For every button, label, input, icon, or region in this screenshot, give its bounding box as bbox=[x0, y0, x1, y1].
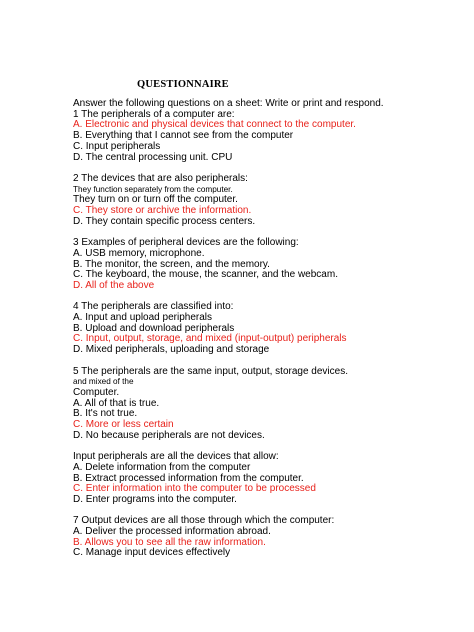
question-text: Input peripherals are all the devices that allow: bbox=[73, 451, 279, 463]
answer-option-b: They turn on or turn off the computer. bbox=[73, 194, 238, 206]
answer-option-c: C. They store or archive the information. bbox=[73, 205, 252, 217]
question-subtext: Computer. bbox=[73, 386, 120, 398]
answer-option-a: A. Deliver the processed information abroad. bbox=[73, 526, 271, 538]
intro-text: Answer the following questions on a sheet: Write or print and respond. bbox=[73, 98, 384, 109]
answer-option-d: D. The central processing unit. CPU bbox=[73, 151, 233, 163]
answer-option-d: D. Enter programs into the computer. bbox=[73, 493, 237, 505]
question-5 bbox=[73, 367, 468, 442]
page-title: QUESTIONNAIRE bbox=[137, 79, 229, 90]
answer-option-a: A. USB memory, microphone. bbox=[73, 247, 205, 259]
question-text: 1 The peripherals of a computer are: bbox=[73, 108, 235, 120]
question-text: 4 The peripherals are classified into: bbox=[73, 301, 234, 313]
answer-option-b: B. It's not true. bbox=[73, 408, 138, 420]
answer-option-b: B. Upload and download peripherals bbox=[73, 322, 235, 334]
question-text: 2 The devices that are also peripherals: bbox=[73, 172, 248, 184]
answer-option-a: A. Electronic and physical devices that connect to the computer. bbox=[73, 119, 356, 131]
answer-option-c: C. Input peripherals bbox=[73, 140, 161, 152]
answer-option-d: D. All of the above bbox=[73, 279, 155, 291]
question-subtext: and mixed of the bbox=[73, 377, 134, 387]
answer-option-c: C. Input, output, storage, and mixed (input-output) peripherals bbox=[73, 333, 347, 345]
question-2 bbox=[73, 174, 468, 228]
question-6 bbox=[73, 452, 468, 506]
answer-option-b: B. Everything that I cannot see from the computer bbox=[73, 130, 294, 142]
question-7 bbox=[73, 516, 468, 559]
answer-option-d: D. No because peripherals are not devices. bbox=[73, 429, 265, 441]
question-4 bbox=[73, 302, 468, 356]
question-text: 5 The peripherals are the same input, output, storage devices. bbox=[73, 365, 348, 377]
answer-option-b: B. Allows you to see all the raw information. bbox=[73, 536, 266, 548]
answer-option-a: A. Input and upload peripherals bbox=[73, 312, 212, 324]
questionnaire-body bbox=[73, 99, 468, 559]
answer-option-d: D. They contain specific process centers. bbox=[73, 215, 256, 227]
answer-option-b: B. Extract processed information from the computer. bbox=[73, 472, 304, 484]
answer-option-c: C. More or less certain bbox=[73, 419, 174, 431]
answer-option-c: C. Enter information into the computer to be processed bbox=[73, 483, 316, 495]
question-subtext: They function separately from the computer. bbox=[73, 184, 233, 194]
answer-option-d: D. Mixed peripherals, uploading and storage bbox=[73, 344, 270, 356]
answer-option-b: B. The monitor, the screen, and the memory. bbox=[73, 258, 270, 270]
question-text: 3 Examples of peripheral devices are the following: bbox=[73, 237, 299, 249]
answer-option-c: C. The keyboard, the mouse, the scanner, and the webcam. bbox=[73, 269, 338, 281]
answer-option-c: C. Manage input devices effectively bbox=[73, 547, 231, 559]
question-1 bbox=[73, 110, 468, 164]
question-3 bbox=[73, 238, 468, 292]
answer-option-a: A. All of that is true. bbox=[73, 397, 160, 409]
question-text: 7 Output devices are all those through which the computer: bbox=[73, 515, 335, 527]
answer-option-a: A. Delete information from the computer bbox=[73, 461, 251, 473]
